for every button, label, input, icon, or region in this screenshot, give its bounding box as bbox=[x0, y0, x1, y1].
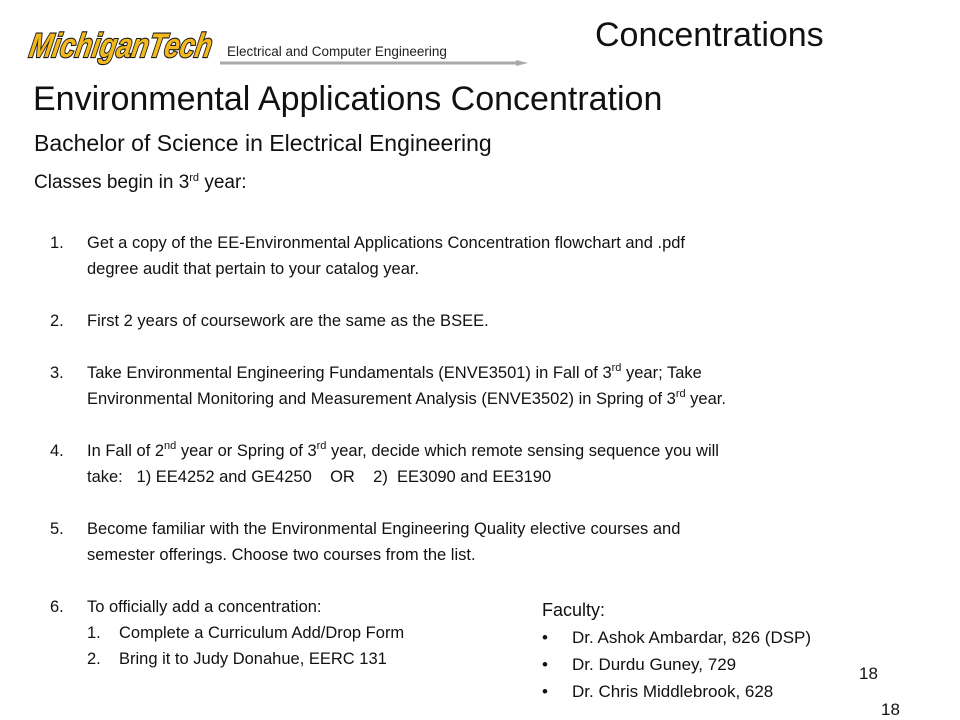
bullet-icon: • bbox=[542, 628, 548, 647]
bullet-icon: • bbox=[542, 682, 548, 701]
page-subtitle: Bachelor of Science in Electrical Engineering bbox=[34, 130, 492, 156]
header-arrow-line bbox=[220, 60, 530, 68]
department-name: Electrical and Computer Engineering bbox=[227, 44, 447, 59]
sub-list-item: 1. Complete a Curriculum Add/Drop Form bbox=[87, 624, 405, 642]
slide-title: Concentrations bbox=[595, 16, 824, 54]
list-item: 6. To officially add a concentration: 1. Complete a Curriculum Add/Drop Form 2. Bring it to Judy Donahue, EERC 131 bbox=[50, 594, 930, 672]
bullet-icon: • bbox=[542, 655, 548, 674]
list-item: 1. Get a copy of the EE-Environmental Applications Concentration flowchart and .pdf degree audit that pertain to your catalog year. bbox=[50, 234, 686, 278]
list-item: 5. Become familiar with the Environmental Engineering Quality elective courses and semester offerings. Choose two courses from the list. bbox=[50, 520, 681, 564]
list-item: 3. Take Environmental Engineering Fundamentals (ENVE3501) in Fall of 3rd year; Take Environmental Monitoring and Measurement Analysis (ENVE3502) in Spring of 3rd year. bbox=[50, 362, 726, 408]
faculty-member: • Dr. Chris Middlebrook, 628 bbox=[542, 678, 811, 705]
page-title: Environmental Applications Concentration bbox=[33, 80, 663, 118]
faculty-member: • Dr. Durdu Guney, 729 bbox=[542, 651, 811, 678]
faculty-member: • Dr. Ashok Ambardar, 826 (DSP) bbox=[542, 624, 811, 651]
faculty-box bbox=[542, 596, 811, 705]
faculty-title: Faculty: bbox=[542, 600, 606, 620]
michigan-tech-logo bbox=[22, 24, 259, 66]
page-number: 18 bbox=[881, 700, 900, 719]
page-number: 18 bbox=[859, 664, 878, 683]
svg-text:MichiganTech: MichiganTech bbox=[26, 27, 259, 65]
list-item: 4. In Fall of 2nd year or Spring of 3rd year, decide which remote sensing sequence you will take: 1) EE4252 and GE4250 OR 2) EE3090 and EE3190 bbox=[50, 440, 719, 486]
list-item: 2. First 2 years of coursework are the same as the BSEE. bbox=[50, 312, 489, 330]
sub-list-item: 2. Bring it to Judy Donahue, EERC 131 bbox=[87, 650, 387, 668]
intro-text: Classes begin in 3rd year: bbox=[34, 172, 247, 193]
